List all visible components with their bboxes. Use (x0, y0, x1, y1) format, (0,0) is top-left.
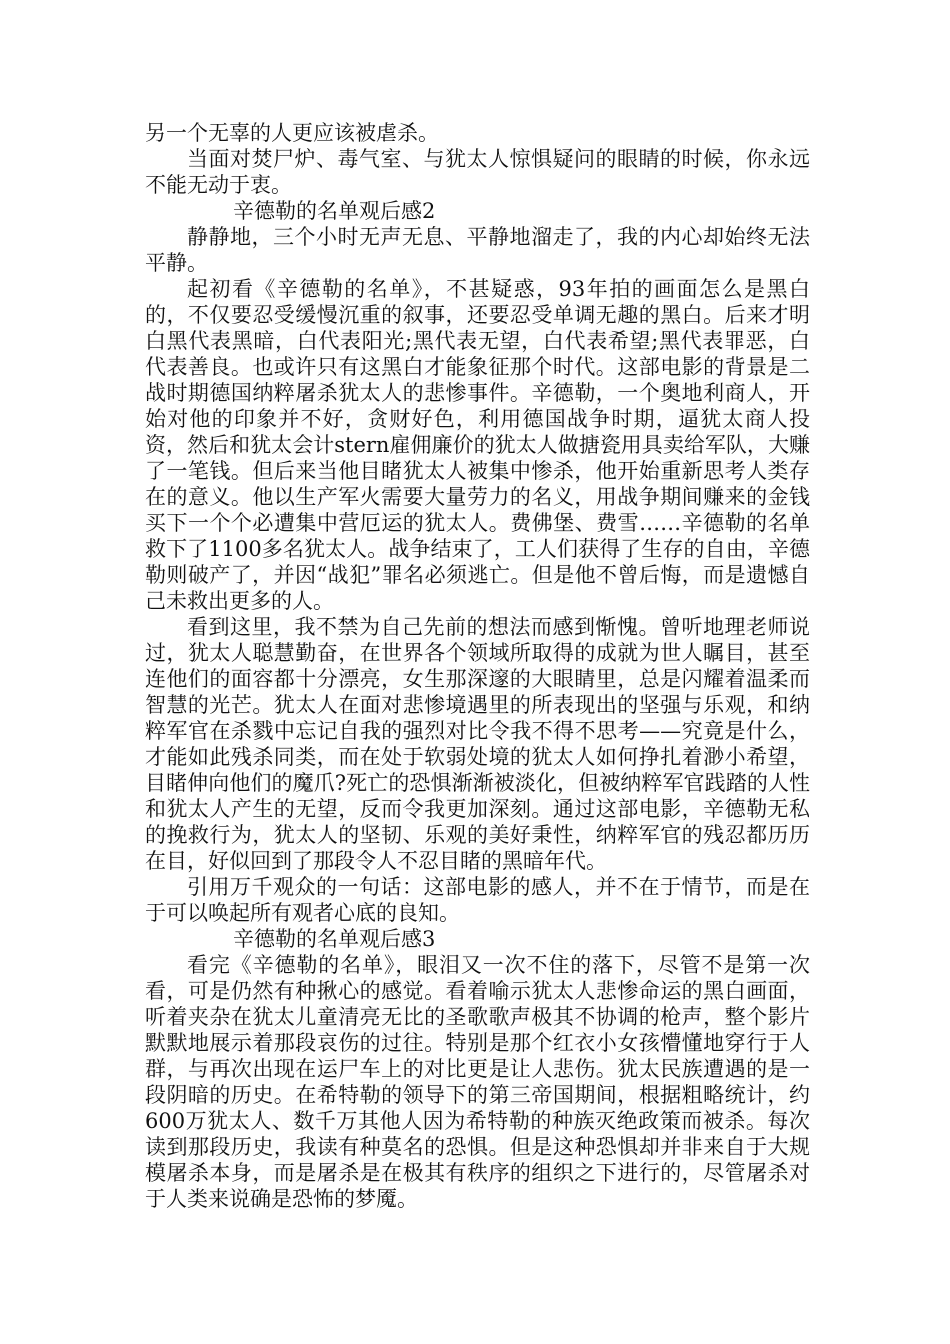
paragraph: 看到这里，我不禁为自己先前的想法而感到惭愧。曾听地理老师说过，犹太人聪慧勤奋，在世界各个领域所取得的成就为世人瞩目，甚至连他们的面容都十分漂亮，女生那深邃的大眼睛里，总是闪耀着温柔而智慧的光芒。犹太人在面对悲惨境遇里的所表现出的坚强与乐观，和纳粹军官在杀戮中忘记自我的强烈对比令我不得不思考——究竟是什么，才能如此残杀同类，而在处于软弱处境的犹太人如何挣扎着渺小希望，目睹伸向他们的魔爪?死亡的恐惧渐渐被淡化，但被纳粹军官践踏的人性和犹太人产生的无望，反而令我更加深刻。通过这部电影，辛德勒无私的挽救行为，犹太人的坚韧、乐观的美好秉性，纳粹军官的残忍都历历在目，好似回到了那段令人不忍目睹的黑暗年代。 (145, 615, 810, 873)
paragraph: 引用万千观众的一句话：这部电影的感人，并不在于情节，而是在于可以唤起所有观者心底的良知。 (145, 875, 810, 925)
paragraph: 静静地，三个小时无声无息、平静地溜走了，我的内心却始终无法平静。 (145, 225, 810, 275)
paragraph-continuation: 另一个无辜的人更应该被虐杀。 (145, 121, 439, 145)
paragraph: 看完《辛德勒的名单》，眼泪又一次不住的落下，尽管不是第一次看，可是仍然有种揪心的感觉。看着喻示犹太人悲惨命运的黑白画面，听着夹杂在犹太儿童清亮无比的圣歌歌声极其不协调的枪声，整个影片默默地展示着那段哀伤的过往。特别是那个红衣小女孩懵懂地穿行于人群，与再次出现在运尸车上的对比更是让人悲伤。犹太民族遭遇的是一段阴暗的历史。在希特勒的领导下的第三帝国期间，根据粗略统计，约600万犹太人、数千万其他人因为希特勒的种族灭绝政策而被杀。每次读到那段历史，我读有种莫名的恐惧。但是这种恐惧却并非来自于大规模屠杀本身，而是屠杀是在极其有秩序的组织之下进行的，尽管屠杀对于人类来说确是恐怖的梦魇。 (145, 953, 810, 1211)
document-page (145, 120, 810, 1212)
section-heading: 辛德勒的名单观后感3 (233, 927, 436, 951)
section-heading: 辛德勒的名单观后感2 (233, 199, 436, 223)
paragraph: 起初看《辛德勒的名单》，不甚疑惑，93年拍的画面怎么是黑白的，不仅要忍受缓慢沉重的叙事，还要忍受单调无趣的黑白。后来才明白黑代表黑暗，白代表阳光;黑代表无望，白代表希望;黑代表罪恶，白代表善良。也或许只有这黑白才能象征那个时代。这部电影的背景是二战时期德国纳粹屠杀犹太人的悲惨事件。辛德勒，一个奥地利商人，开始对他的印象并不好，贪财好色，利用德国战争时期，逼犹太商人投资，然后和犹太会计stern雇佣廉价的犹太人做搪瓷用具卖给军队，大赚了一笔钱。但后来当他目睹犹太人被集中惨杀，他开始重新思考人类存在的意义。他以生产军火需要大量劳力的名义，用战争期间赚来的金钱买下一个个必遭集中营厄运的犹太人。费佛堡、费雪……辛德勒的名单救下了1100多名犹太人。战争结束了，工人们获得了生存的自由，辛德勒则破产了，并因“战犯”罪名必须逃亡。但是他不曾后悔，而是遗憾自己未救出更多的人。 (145, 277, 810, 613)
paragraph: 当面对焚尸炉、毒气室、与犹太人惊惧疑问的眼睛的时候，你永远不能无动于衷。 (145, 147, 810, 197)
